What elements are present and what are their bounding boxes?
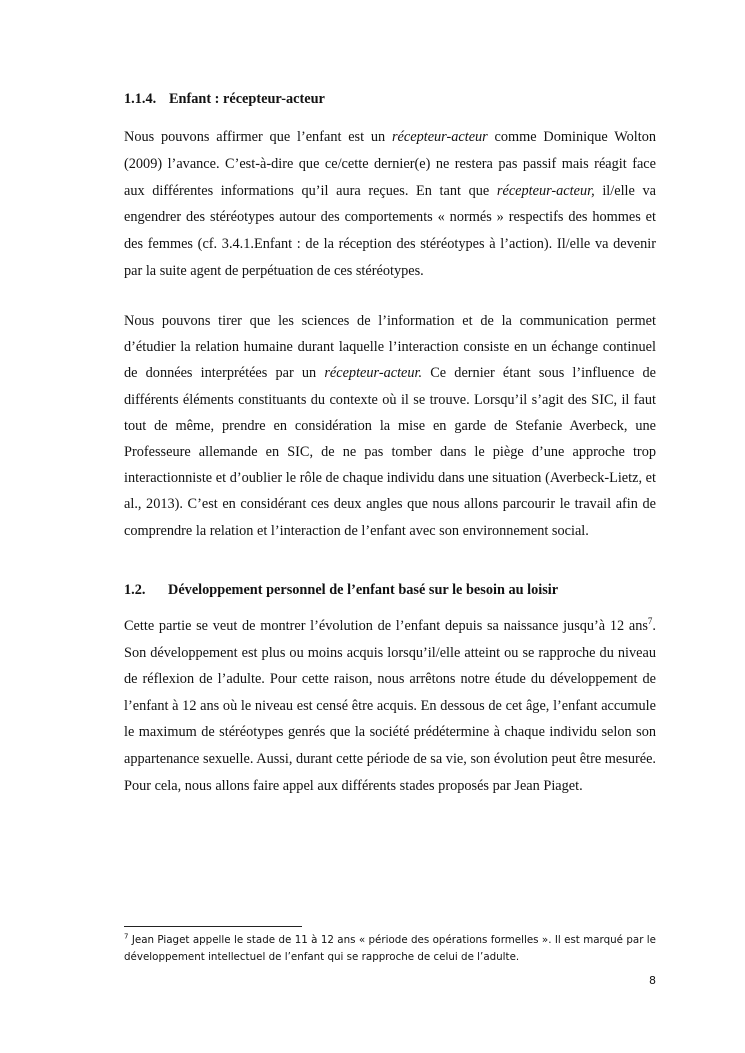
heading-1-1-4-number: 1.1.4. (124, 91, 157, 107)
p1-text-3: il/elle va engendrer des stéréotypes autour des comportements « normés » respectifs des hommes et des femmes (cf. 3.4.1.Enfant : de la réception des stéréotypes à l’action). Il/elle va devenir par la suite agent de perpétuation de ces stéréotypes. (124, 182, 656, 279)
p2-text-2: Ce dernier étant sous l’influence de différents éléments constituants du contexte où il se trouve. Lorsqu’il s’agit des SIC, il faut tout de même, prendre en considération la mise en garde de Stefanie Averbeck, une Professeure allemande en SIC, de ne pas tomber dans le piège d’une approche trop interactionniste et d’oublier le rôle de chaque individu dans une situation (Averbeck-Lietz, et al., 2013). C’est en considérant ces deux angles que nous allons parcourir le travail afin de comprendre la relation et l’interaction de l’enfant avec son environnement social. (124, 365, 656, 539)
heading-1-1-4-title: Enfant : récepteur-acteur (169, 91, 325, 107)
p1-text-2: comme Dominique Wolton (2009) l’avance. C’est-à-dire que ce/cette dernier(e) ne restera pas passif mais réagit face aux différentes informations qu’il aura reçues. En tant que (124, 129, 656, 199)
footnote-reference[interactable]: 7 (647, 616, 653, 627)
p2-text-1: Nous pouvons tirer que les sciences de l’information et de la communication permet d’étudier la relation humaine durant laquelle l’interaction consiste en un échange continuel de données interprétées par un (124, 313, 656, 382)
p3-text-2: . Son développement est plus ou moins acquis lorsqu’il/elle atteint ou se rapproche du niveau de réflexion de l’adulte. Pour cette raison, nous arrêtons notre étude du développement de l’enfant à 12 ans où le niveau est censé être acquis. En dessous de cet âge, l’enfant accumule le maximum de stéréotypes genrés que la société prédétermine à chaque individu selon son appartenance sexuelle. Aussi, durant cette période de sa vie, son évolution peut être mesurée. Pour cela, nous allons faire appel aux différents stades proposés par Jean Piaget. (124, 618, 656, 794)
p2-emphasis: récepteur-acteur. (324, 365, 423, 382)
footnote-text: Jean Piaget appelle le stade de 11 à 12 ans « période des opérations formelles ». Il est marqué par le développement intellectuel de l’enfant qui se rapproche de celui de l’adulte. (124, 934, 656, 963)
footnote-marker: 7 (124, 932, 129, 941)
p1-emphasis-2: récepteur-acteur, (496, 182, 595, 199)
heading-1-2 (124, 581, 558, 599)
heading-1-1-4 (124, 90, 325, 108)
paragraph-developpement (124, 613, 656, 799)
p1-text-1: Nous pouvons affirmer que l’enfant est un (124, 129, 392, 145)
heading-1-2-number: 1.2. (124, 582, 146, 598)
page-number: 8 (649, 974, 656, 987)
footnote (124, 932, 656, 966)
footnote-separator (124, 926, 302, 927)
heading-1-2-title: Développement personnel de l’enfant basé sur le besoin au loisir (168, 582, 559, 598)
p3-text-1: Cette partie se veut de montrer l’évolution de l’enfant depuis sa naissance jusqu’à 12 ans (124, 618, 648, 634)
paragraph-recepteur-acteur (124, 124, 656, 285)
p1-emphasis-1: récepteur-acteur (391, 129, 488, 145)
paragraph-sic (124, 308, 656, 544)
